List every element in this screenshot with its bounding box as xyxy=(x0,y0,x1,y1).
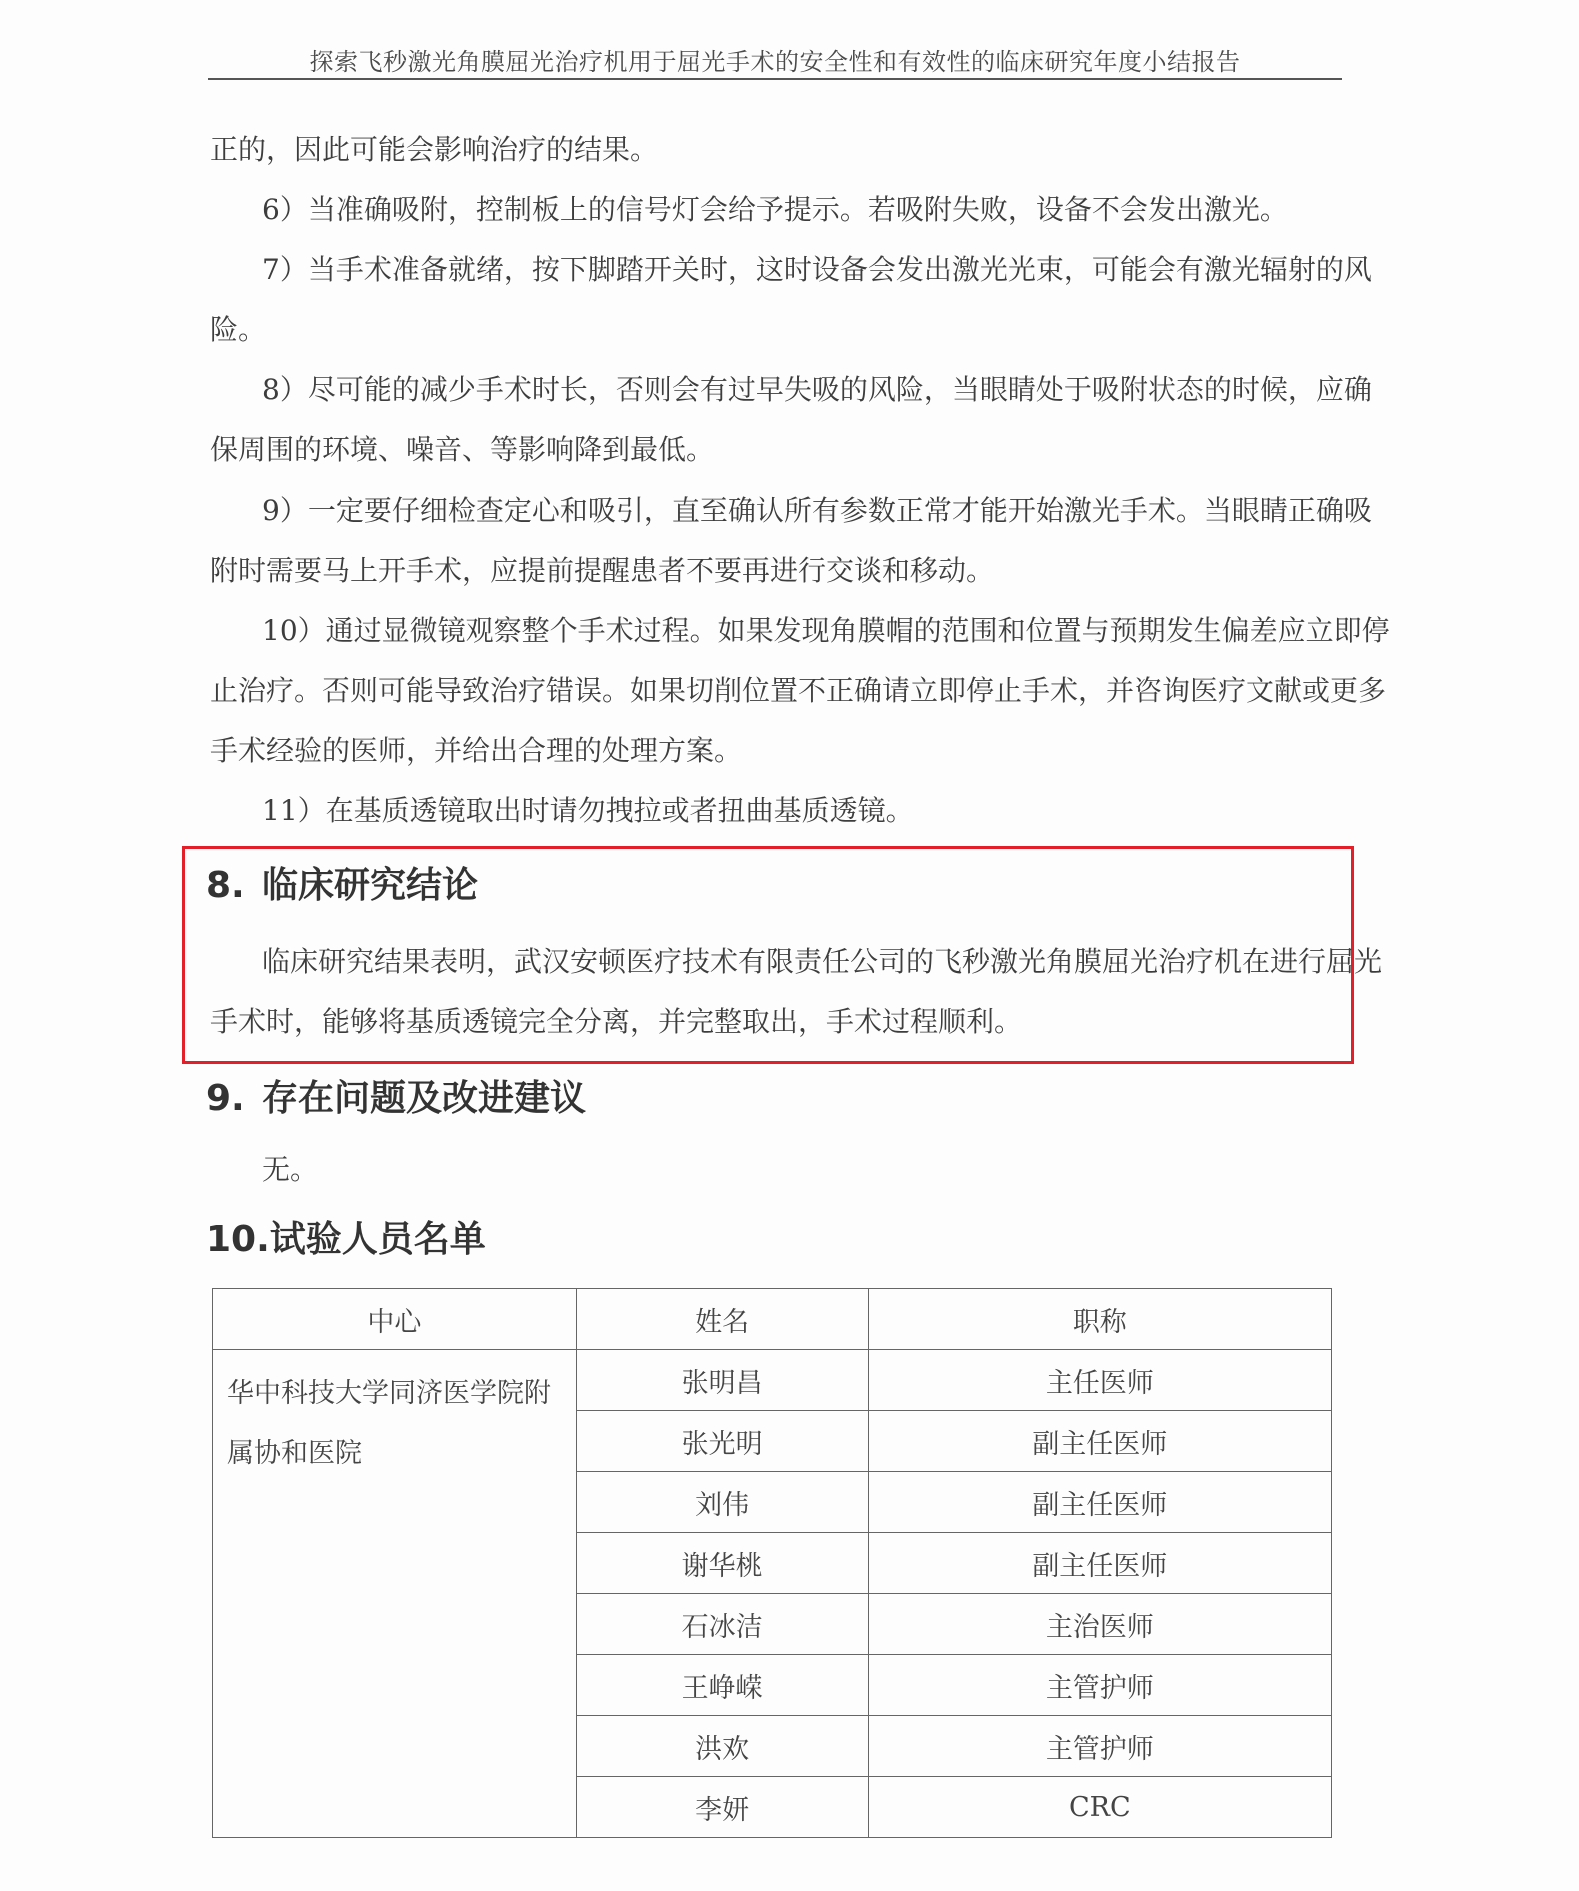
header-center: 中心 xyxy=(213,1289,577,1350)
body-line: 手术经验的医师，并给出合理的处理方案。 xyxy=(210,734,743,767)
body-line: 9）一定要仔细检查定心和吸引，直至确认所有参数正常才能开始激光手术。当眼睛正确吸 xyxy=(262,494,1372,527)
title-cell: 主管护师 xyxy=(868,1655,1331,1716)
section-number: 10. xyxy=(206,1219,270,1260)
title-cell: 主任医师 xyxy=(868,1350,1331,1411)
name-cell: 洪欢 xyxy=(576,1716,868,1777)
title-cell: 主管护师 xyxy=(868,1716,1331,1777)
center-cell: 华中科技大学同济医学院附属协和医院 xyxy=(213,1350,577,1838)
section-number: 9. xyxy=(206,1078,245,1119)
name-cell: 王峥嵘 xyxy=(576,1655,868,1716)
conclusion-line: 手术时，能够将基质透镜完全分离，并完整取出，手术过程顺利。 xyxy=(210,1005,1023,1038)
body-line: 10）通过显微镜观察整个手术过程。如果发现角膜帽的范围和位置与预期发生偏差应立即停 xyxy=(262,614,1390,647)
conclusion-line: 临床研究结果表明，武汉安顿医疗技术有限责任公司的飞秒激光角膜屈光治疗机在进行屈光 xyxy=(262,945,1383,978)
table-row xyxy=(213,1350,1332,1411)
table-header-row xyxy=(213,1289,1332,1350)
body-line: 8）尽可能的减少手术时长，否则会有过早失吸的风险，当眼睛处于吸附状态的时候，应确 xyxy=(262,373,1372,406)
body-line: 附时需要马上开手术，应提前提醒患者不要再进行交谈和移动。 xyxy=(210,554,995,587)
title-cell: 主治医师 xyxy=(868,1594,1331,1655)
body-line: 7）当手术准备就绪，按下脚踏开关时，这时设备会发出激光光束，可能会有激光辐射的风 xyxy=(262,253,1372,286)
body-line: 6）当准确吸附，控制板上的信号灯会给予提示。若吸附失败，设备不会发出激光。 xyxy=(262,193,1288,226)
staff-table xyxy=(212,1288,1332,1838)
body-line: 保周围的环境、噪音、等影响降到最低。 xyxy=(210,433,715,466)
header-title: 职称 xyxy=(868,1289,1331,1350)
section-9-heading xyxy=(206,1077,586,1121)
body-line: 止治疗。否则可能导致治疗错误。如果切削位置不正确请立即停止手术，并咨询医疗文献或更多 xyxy=(210,674,1387,707)
title-cell: 副主任医师 xyxy=(868,1411,1331,1472)
body-line: 险。 xyxy=(210,313,267,346)
header-rule xyxy=(208,78,1342,80)
name-cell: 李妍 xyxy=(576,1777,868,1838)
section-9-text: 无。 xyxy=(262,1153,319,1186)
title-cell: 副主任医师 xyxy=(868,1533,1331,1594)
section-number: 8. xyxy=(206,865,245,906)
title-cell: 副主任医师 xyxy=(868,1472,1331,1533)
name-cell: 张明昌 xyxy=(576,1350,868,1411)
title-cell: CRC xyxy=(868,1777,1331,1838)
running-header: 探索飞秒激光角膜屈光治疗机用于屈光手术的安全性和有效性的临床研究年度小结报告 xyxy=(309,48,1241,76)
section-8-heading xyxy=(206,864,478,908)
header-name: 姓名 xyxy=(576,1289,868,1350)
body-line: 11）在基质透镜取出时请勿拽拉或者扭曲基质透镜。 xyxy=(262,794,914,827)
name-cell: 张光明 xyxy=(576,1411,868,1472)
name-cell: 石冰洁 xyxy=(576,1594,868,1655)
section-title: 临床研究结论 xyxy=(262,865,479,906)
name-cell: 谢华桃 xyxy=(576,1533,868,1594)
section-10-heading xyxy=(206,1218,486,1262)
name-cell: 刘伟 xyxy=(576,1472,868,1533)
section-title: 试验人员名单 xyxy=(269,1219,486,1260)
section-title: 存在问题及改进建议 xyxy=(262,1078,587,1119)
body-line: 正的，因此可能会影响治疗的结果。 xyxy=(210,133,659,166)
